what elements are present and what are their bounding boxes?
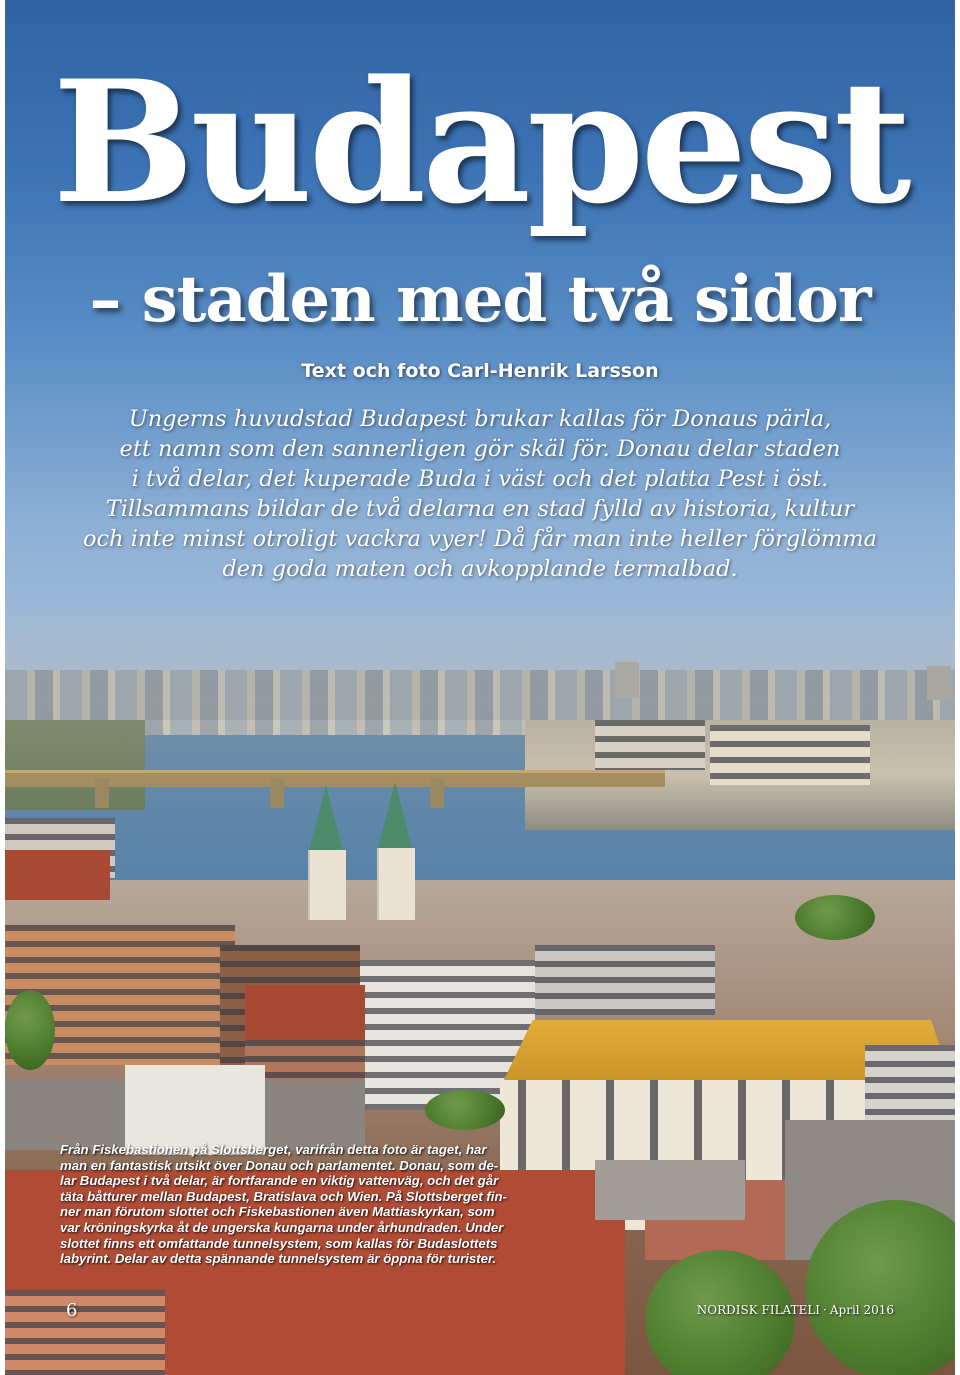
- river-bank-left: [5, 720, 145, 810]
- building: [615, 662, 639, 698]
- trees: [795, 895, 875, 940]
- caption-line: lar Budapest i två delar, är fortfarande en viktig vattenväg, och det går: [60, 1173, 499, 1189]
- building: [535, 945, 715, 1015]
- footer-publication-info: [697, 1303, 894, 1317]
- intro-line: Tillsammans bildar de två delarna en stad fylld av historia, kultur: [105, 496, 855, 522]
- bridge-pier: [270, 778, 284, 808]
- trees: [425, 1090, 505, 1130]
- intro-line: i två delar, det kuperade Buda i väst och det platta Pest i öst.: [131, 466, 829, 492]
- caption-line: labyrint. Delar av detta spännande tunnelsystem är öppna för turister.: [60, 1251, 497, 1267]
- church-tower: [308, 850, 346, 920]
- intro-line: och inte minst otroligt vackra vyer! Då får man inte heller förglömma: [82, 526, 878, 552]
- bridge-pier: [95, 778, 109, 808]
- building: [927, 666, 951, 700]
- church-spire: [308, 785, 344, 855]
- photo-caption: [60, 1142, 590, 1267]
- caption-line: Från Fiskebastionen på Slottsberget, varifrån detta foto är taget, har: [60, 1142, 487, 1157]
- caption-line: slottet finns ett omfattande tunnelsystem, som kallas för Budaslottets: [60, 1235, 498, 1251]
- bridge-pier: [430, 778, 444, 808]
- church-tower: [377, 848, 415, 920]
- intro-paragraph: [40, 404, 920, 584]
- intro-line: Ungerns huvudstad Budapest brukar kallas för Donaus pärla,: [128, 406, 832, 432]
- caption-line: man en fantastisk utsikt över Donau och parlamentet. Donau, som de-: [60, 1157, 499, 1173]
- intro-line: den goda maten och avkopplande termalbad.: [222, 556, 738, 582]
- caption-line: ner man förutom slottet och Fiskebastionen även Mattiaskyrkan, som: [60, 1204, 495, 1220]
- publication-name: NORDISK FILATELI: [696, 1303, 821, 1317]
- building: [5, 1290, 165, 1375]
- trees: [5, 990, 55, 1070]
- building: [710, 725, 870, 785]
- intro-line: ett namn som den sannerligen gör skäl för. Donau delar staden: [119, 436, 841, 462]
- issue-date: April 2016: [829, 1303, 894, 1317]
- building: [595, 1160, 745, 1220]
- roof: [5, 850, 110, 900]
- page-number: 6: [66, 1300, 78, 1321]
- article-subtitle: – staden med två sidor: [89, 262, 871, 337]
- roof: [245, 985, 365, 1040]
- church-spire: [377, 782, 413, 852]
- caption-line: täta båtturer mellan Budapest, Bratislava och Wien. På Slottsberget fin-: [60, 1188, 507, 1204]
- article-title: Budapest: [52, 43, 908, 241]
- caption-line: var kröningskyrka åt de ungerska kungarna under århundraden. Under: [60, 1219, 504, 1235]
- byline: Text och foto Carl-Henrik Larsson: [301, 360, 659, 382]
- building: [595, 720, 705, 770]
- footer-separator: ·: [823, 1303, 827, 1317]
